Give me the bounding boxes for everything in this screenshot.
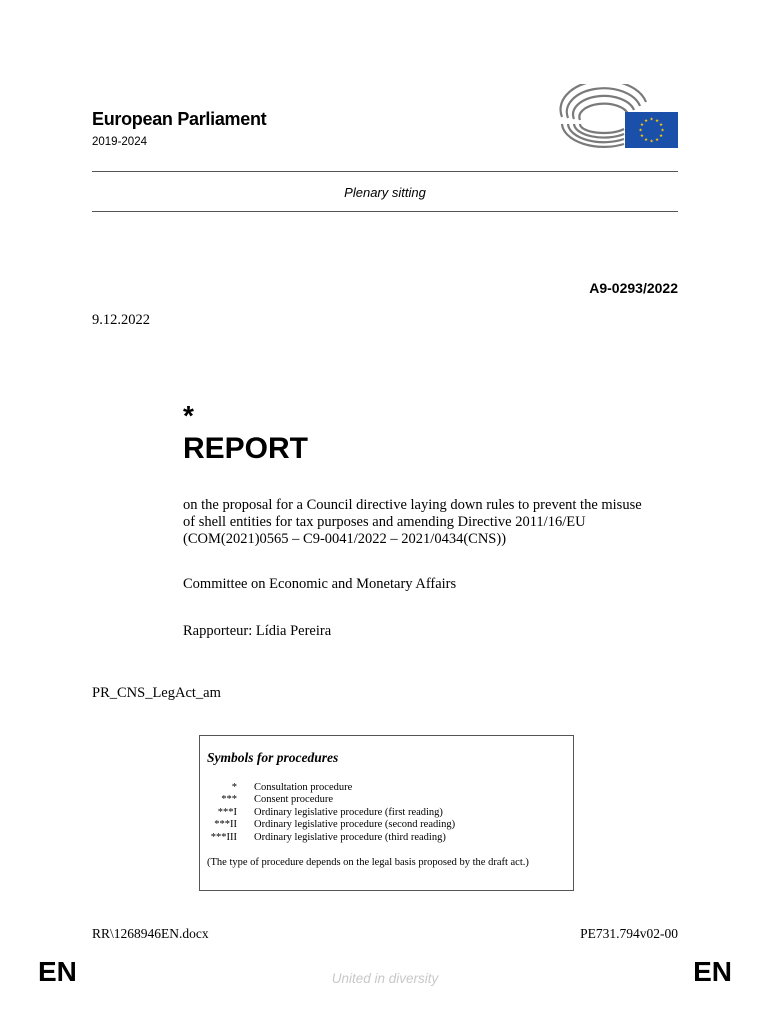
symbol-code: ***I (217, 806, 237, 818)
symbol-row (207, 794, 455, 806)
footer-file-name: RR\1268946EN.docx (92, 926, 209, 941)
star-icon: ★ (660, 128, 665, 134)
european-parliament-logo (558, 84, 680, 150)
star-icon: ★ (639, 134, 645, 140)
document-date: 9.12.2022 (92, 312, 150, 328)
symbol-row (207, 819, 455, 831)
star-icon: ★ (649, 117, 654, 123)
rapporteur: Rapporteur: Lídia Pereira (183, 623, 332, 639)
symbol-code: ***III (210, 831, 237, 843)
institution-name: European Parliament (92, 109, 267, 129)
header-divider-top (92, 171, 678, 172)
symbol-row (207, 807, 455, 819)
star-icon: ★ (643, 119, 649, 125)
symbol-label: Ordinary legislative procedure (third reading) (254, 831, 446, 843)
star-icon: ★ (654, 119, 660, 125)
document-number: A9-0293/2022 (589, 280, 678, 296)
report-title: REPORT (183, 432, 309, 465)
template-code: PR_CNS_LegAct_am (92, 685, 221, 701)
subject-line: (COM(2021)0565 – C9-0041/2022 – 2021/0434(CNS)) (183, 531, 507, 547)
star-icon: ★ (658, 123, 664, 129)
sitting-type: Plenary sitting (344, 185, 426, 200)
subject-line: of shell entities for tax purposes and amending Directive 2011/16/EU (183, 514, 586, 530)
symbol-label: Ordinary legislative procedure (first reading) (254, 806, 443, 818)
symbol-label: Ordinary legislative procedure (second reading) (254, 819, 456, 831)
symbol-code: ***II (214, 819, 237, 831)
symbols-note: (The type of procedure depends on the legal basis proposed by the draft act.) (207, 857, 529, 868)
language-code-right: EN (693, 956, 732, 987)
symbols-list (207, 782, 455, 844)
symbol-label: Consultation procedure (254, 782, 353, 793)
symbols-title: Symbols for procedures (207, 750, 339, 765)
footer-pe-number: PE731.794v02-00 (580, 926, 678, 941)
subject-line: on the proposal for a Council directive laying down rules to prevent the misuse (183, 497, 642, 513)
header-divider-bottom (92, 211, 678, 212)
footer-motto: United in diversity (331, 971, 439, 986)
procedure-symbols-box (199, 735, 574, 891)
star-icon: ★ (638, 128, 643, 134)
procedure-symbol: * (183, 400, 194, 431)
star-icon: ★ (658, 134, 664, 140)
report-subject (183, 497, 683, 548)
committee-name: Committee on Economic and Monetary Affairs (183, 576, 457, 592)
star-icon: ★ (643, 138, 649, 144)
star-icon: ★ (649, 139, 654, 145)
symbol-code: * (231, 782, 237, 793)
symbol-label: Consent procedure (254, 794, 334, 806)
symbol-code: *** (221, 794, 237, 806)
symbol-row (207, 782, 455, 794)
symbol-row (207, 832, 455, 844)
star-icon: ★ (639, 123, 645, 129)
star-icon: ★ (654, 138, 660, 144)
language-code-left: EN (38, 956, 77, 987)
parliamentary-term: 2019-2024 (92, 136, 147, 148)
